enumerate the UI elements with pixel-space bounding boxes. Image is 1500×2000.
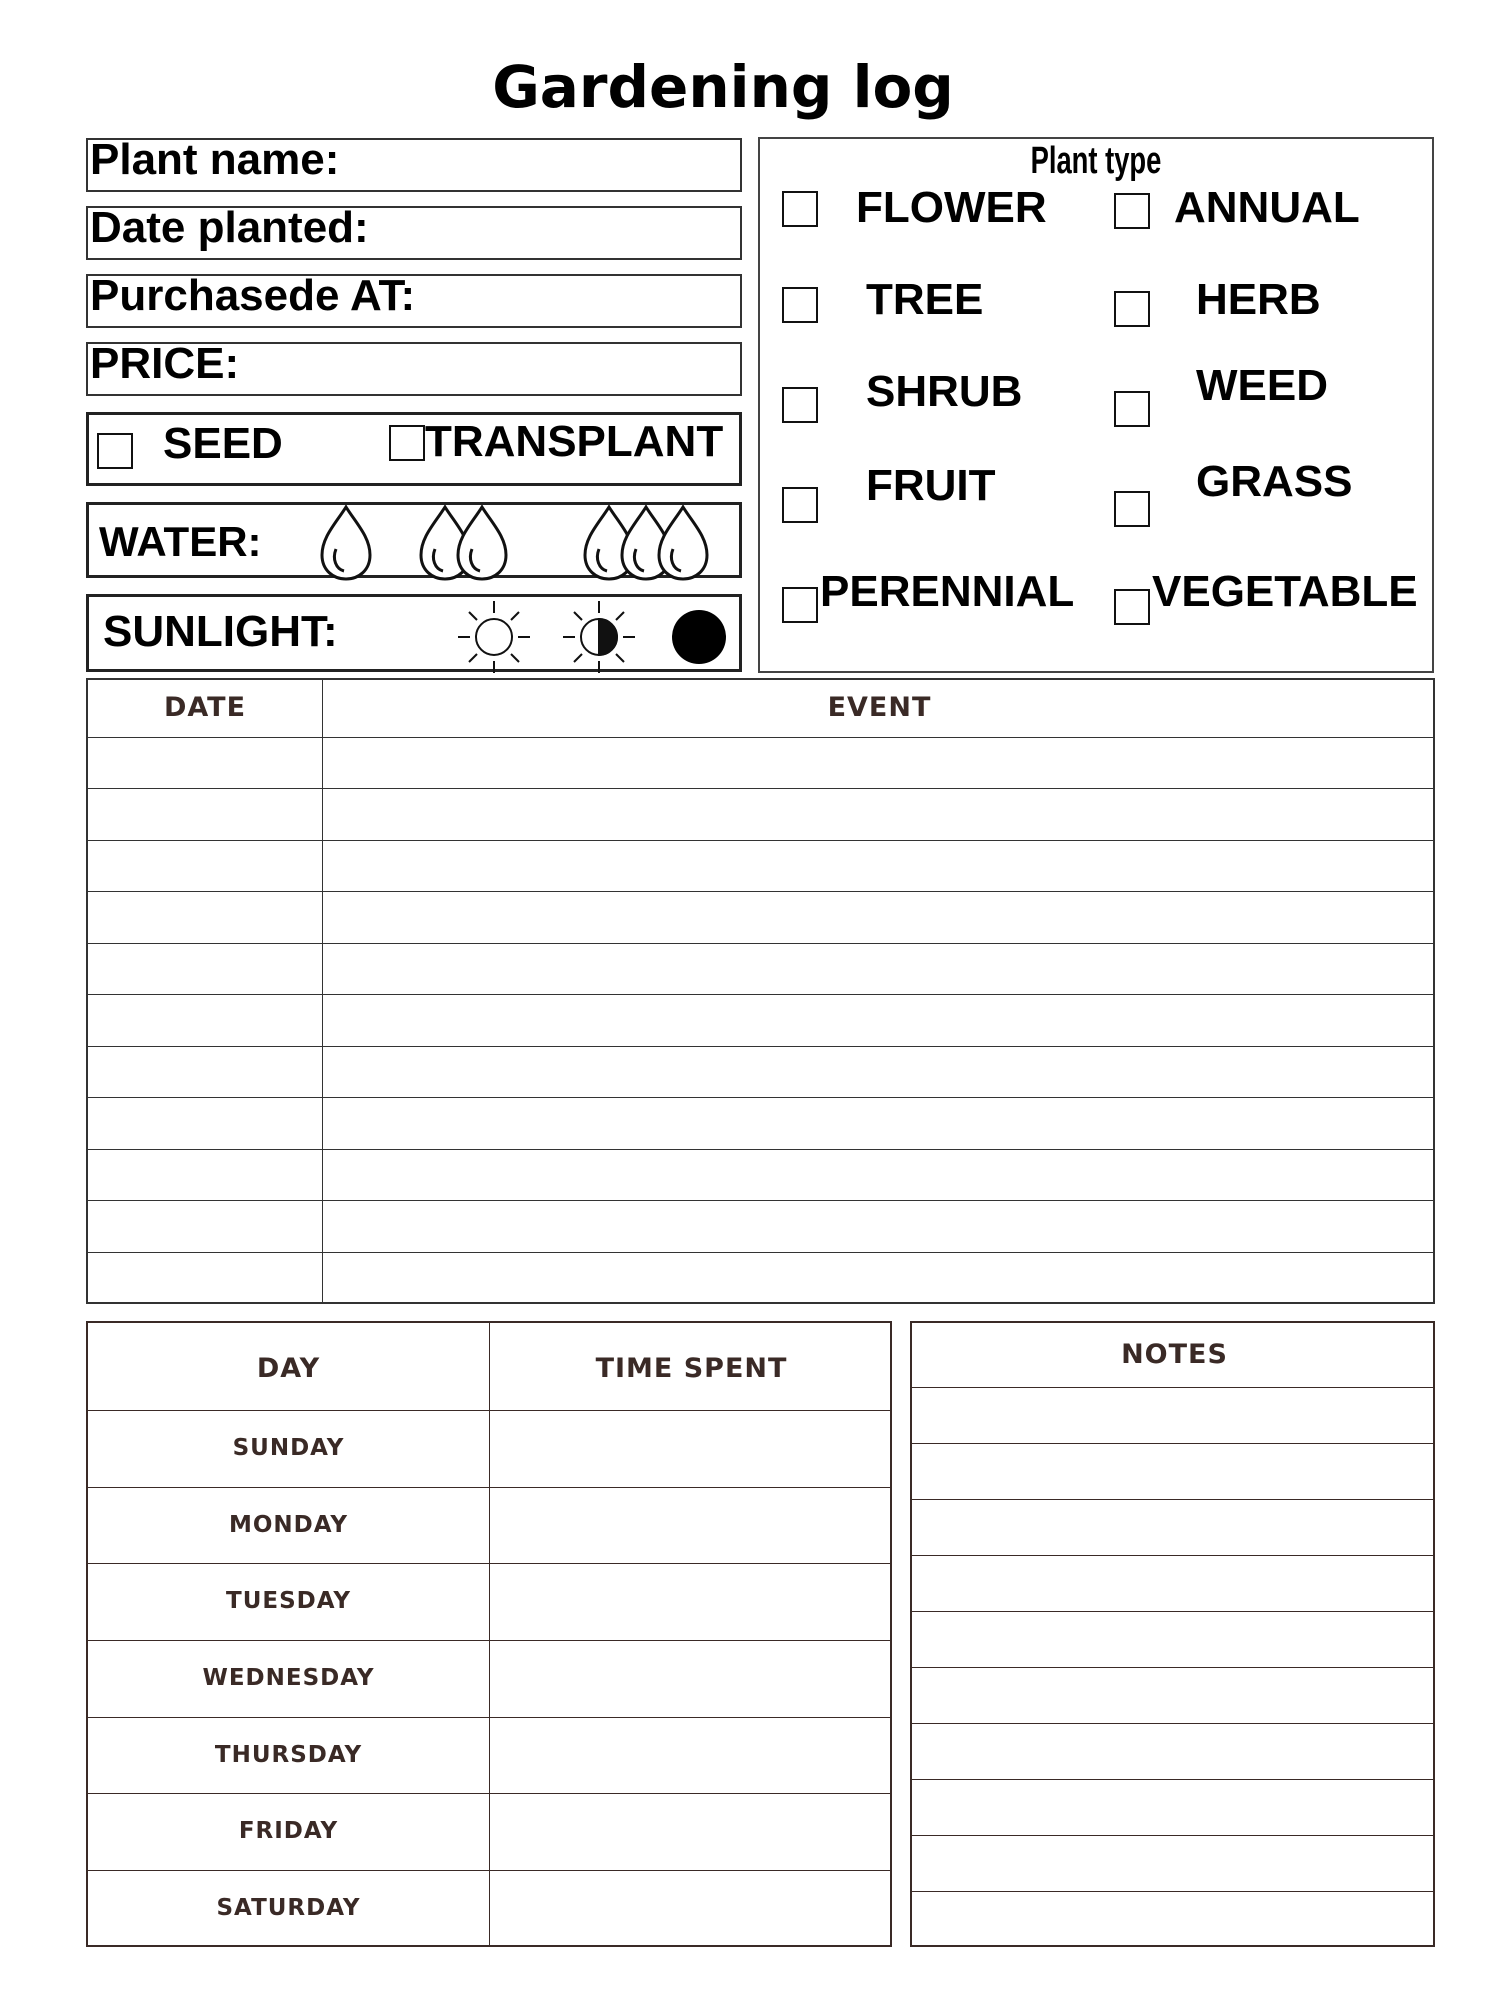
table-row[interactable] (88, 1046, 1433, 1047)
annual-checkbox[interactable] (1114, 193, 1150, 229)
day-thursday: THURSDAY (214, 1742, 363, 1768)
fruit-checkbox[interactable] (782, 487, 818, 523)
table-row[interactable] (88, 1640, 890, 1641)
date-planted-label: Date planted: (90, 203, 369, 252)
notes-line[interactable] (912, 1667, 1433, 1668)
table-row[interactable] (88, 1717, 890, 1718)
time-spent-column-header: TIME SPENT (595, 1353, 788, 1384)
purchased-at-label: Purchasede AT: (90, 271, 416, 320)
day-tuesday: TUESDAY (226, 1588, 351, 1614)
date-planted-field[interactable] (86, 203, 742, 260)
day-sunday: SUNDAY (232, 1435, 345, 1461)
flower-label: FLOWER (856, 183, 1047, 232)
weekly-time-table (86, 1321, 892, 1947)
table-row[interactable] (88, 994, 1433, 995)
water-levels (89, 505, 745, 581)
shrub-label: SHRUB (866, 367, 1023, 416)
table-row[interactable] (88, 891, 1433, 892)
sunlight-levels (89, 597, 745, 675)
table-row[interactable] (88, 1487, 890, 1488)
annual-label: ANNUAL (1174, 183, 1360, 232)
shade-icon[interactable] (672, 610, 726, 664)
table-row[interactable] (88, 1252, 1433, 1253)
table-row[interactable] (88, 1563, 890, 1564)
weed-label: WEED (1196, 361, 1328, 410)
day-column-header: DAY (256, 1353, 321, 1384)
seed-label: SEED (163, 419, 283, 468)
table-row[interactable] (88, 788, 1433, 789)
herb-label: HERB (1196, 275, 1321, 324)
weed-checkbox[interactable] (1114, 391, 1150, 427)
notes-line[interactable] (912, 1835, 1433, 1836)
day-wednesday: WEDNESDAY (202, 1665, 375, 1691)
week-column-divider (489, 1323, 490, 1945)
event-column-header: EVENT (827, 692, 932, 723)
table-row[interactable] (88, 1870, 890, 1871)
plant-name-field[interactable] (86, 135, 742, 192)
grass-label: GRASS (1196, 457, 1353, 506)
vegetable-label: VEGETABLE (1152, 567, 1418, 616)
water-box (86, 502, 742, 578)
sunlight-box (86, 594, 742, 672)
plant-name-label: Plant name: (90, 135, 340, 184)
full-sun-icon[interactable] (458, 601, 530, 673)
table-row[interactable] (88, 737, 1433, 738)
plant-type-title: Plant type (1030, 140, 1162, 182)
fruit-label: FRUIT (866, 461, 996, 510)
tree-label: TREE (866, 275, 984, 324)
transplant-checkbox[interactable] (389, 425, 425, 461)
water-high-icon[interactable] (585, 507, 707, 579)
log-column-divider (322, 680, 323, 1302)
event-log-table (86, 678, 1435, 1304)
propagation-box (86, 412, 742, 486)
notes-line[interactable] (912, 1499, 1433, 1500)
purchased-at-field[interactable] (86, 271, 742, 328)
notes-line[interactable] (912, 1555, 1433, 1556)
plant-type-panel (758, 137, 1434, 673)
notes-line[interactable] (912, 1443, 1433, 1444)
notes-line[interactable] (912, 1779, 1433, 1780)
water-label: WATER: (99, 518, 262, 565)
tree-checkbox[interactable] (782, 287, 818, 323)
notes-box (910, 1321, 1435, 1947)
transplant-label: TRANSPLANT (425, 417, 724, 466)
table-row[interactable] (88, 943, 1433, 944)
notes-header: NOTES (1121, 1339, 1228, 1370)
price-label: PRICE: (90, 339, 240, 388)
notes-line[interactable] (912, 1723, 1433, 1724)
day-monday: MONDAY (228, 1512, 349, 1538)
sunlight-label: SUNLIGHT: (103, 607, 338, 656)
table-row[interactable] (88, 1097, 1433, 1098)
perennial-label: PERENNIAL (820, 567, 1075, 616)
seed-checkbox[interactable] (97, 433, 133, 469)
table-row[interactable] (88, 1793, 890, 1794)
water-low-icon[interactable] (322, 507, 370, 579)
grass-checkbox[interactable] (1114, 491, 1150, 527)
vegetable-checkbox[interactable] (1114, 589, 1150, 625)
table-row[interactable] (88, 1410, 890, 1411)
day-friday: FRIDAY (238, 1818, 339, 1844)
notes-line[interactable] (912, 1891, 1433, 1892)
day-saturday: SATURDAY (216, 1895, 361, 1921)
table-row[interactable] (88, 1149, 1433, 1150)
table-row[interactable] (88, 840, 1433, 841)
herb-checkbox[interactable] (1114, 291, 1150, 327)
table-row[interactable] (88, 1200, 1433, 1201)
notes-line[interactable] (912, 1611, 1433, 1612)
page-title: Gardening log (492, 53, 954, 121)
date-column-header: DATE (163, 692, 247, 723)
partial-sun-icon[interactable] (563, 601, 635, 673)
flower-checkbox[interactable] (782, 191, 818, 227)
water-medium-icon[interactable] (421, 507, 506, 579)
price-field[interactable] (86, 339, 742, 396)
perennial-checkbox[interactable] (782, 587, 818, 623)
shrub-checkbox[interactable] (782, 387, 818, 423)
notes-line[interactable] (912, 1387, 1433, 1388)
